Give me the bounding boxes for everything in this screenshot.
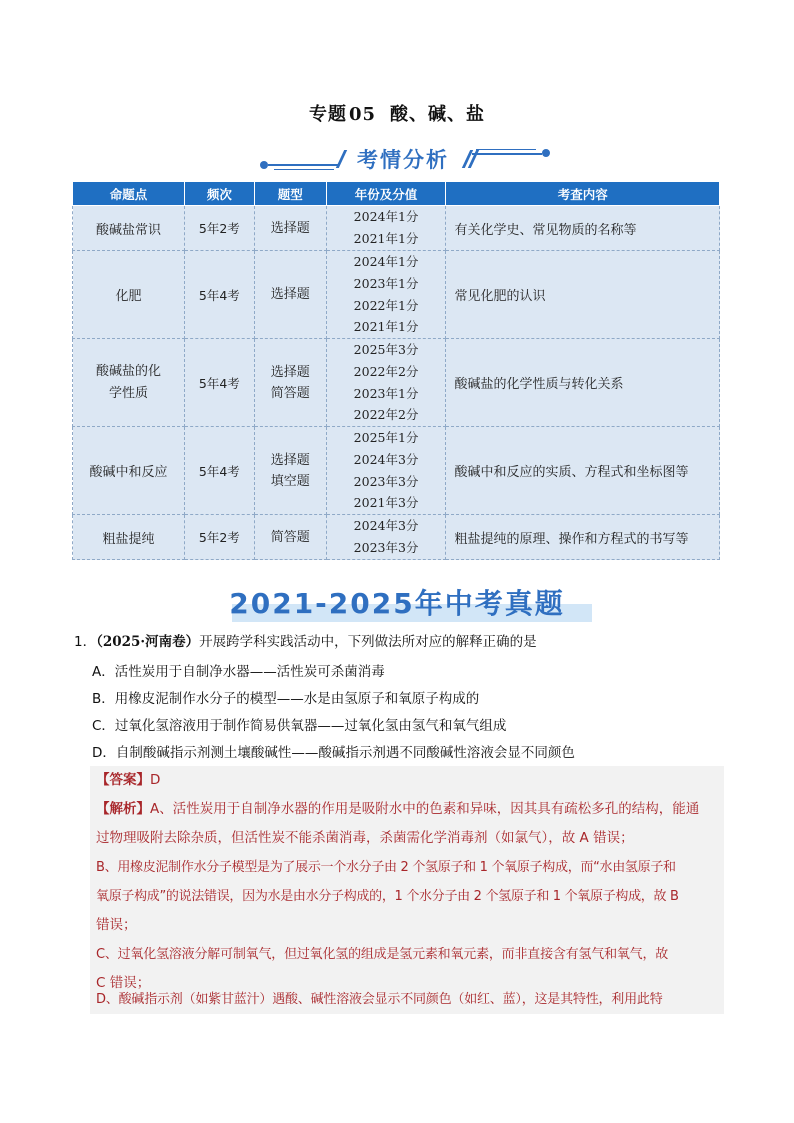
cell-years [326,339,446,427]
cell-years [326,427,446,515]
year-item: 2021年1分 [353,231,419,246]
banner-line-left [268,164,338,166]
banner-dot-left [260,161,268,169]
cell-point: 化肥 [73,251,185,339]
year-item: 2021年1分 [353,319,419,335]
cell-freq: 5年4考 [184,427,254,515]
option-d: D．自制酸碱指示剂测土壤酸碱性——酸碱指示剂遇不同酸碱性溶液会显不同颜色 [92,745,575,761]
table-row [73,251,720,339]
year-item: 2024年3分 [353,518,419,534]
table-row [73,339,720,427]
title-topic: 酸、碱、盐 [390,104,486,125]
type-item: 简答题 [270,529,310,545]
table-row [73,515,720,560]
type-item: 选择题 [270,220,310,236]
cell-type [254,427,326,515]
answer-line [96,766,722,795]
cell-years [326,515,446,560]
cell-content: 常见化肥的认识 [446,251,720,339]
exam-banner [0,582,794,628]
exam-banner-text: 2021-2025年中考真题 [229,587,565,620]
table-row [73,427,720,515]
header-freq: 频次 [184,182,254,206]
banner-dot-right [542,149,550,157]
cell-content: 粗盐提纯的原理、操作和方程式的书写等 [446,515,720,560]
cell-content: 有关化学史、常见物质的名称等 [446,206,720,251]
table-row [73,206,720,251]
question-source: （2025·河南卷） [96,634,200,650]
type-item: 选择题 [270,364,310,380]
analysis-banner [260,142,550,178]
cell-type [254,251,326,339]
cell-point: 酸碱盐常识 [73,206,185,251]
analysis-line: 氧原子构成”的说法错误，因为水是由水分子构成的，1 个水分子由 2 个氢原子和 1 个氧原子构成，故 B [96,889,679,904]
type-item: 选择题 [270,452,310,468]
header-content: 考查内容 [446,182,720,206]
cell-point: 粗盐提纯 [73,515,185,560]
cell-freq: 5年4考 [184,251,254,339]
year-item: 2021年3分 [353,495,419,511]
header-point: 命题点 [73,182,185,206]
cell-point [73,339,185,427]
year-item: 2025年1分 [353,430,419,446]
cell-type [254,206,326,251]
year-item: 2022年2分 [353,363,419,379]
year-item: 2022年2分 [353,407,419,423]
cell-point: 酸碱中和反应 [73,427,185,515]
banner-line-right-thin [476,149,536,150]
option-b: B．用橡皮泥制作水分子的模型——水是由氢原子和氧原子构成的 [92,691,480,707]
year-item: 2024年1分 [353,254,419,270]
analysis-text: A、活性炭用于自制净水器的作用是吸附水中的色素和异味，因其具有疏松多孔的结构，能通 [150,801,700,817]
question-stem [74,632,734,652]
banner-slash-left [336,150,347,168]
table-header-row [73,182,720,206]
question-number: 1． [74,634,97,650]
title-number: 05 [348,104,377,125]
option-c: C．过氧化氢溶液用于制作简易供氧器——过氧化氢由氢气和氧气组成 [92,718,507,734]
year-item: 2023年3分 [353,473,419,489]
page-title [0,100,794,126]
analysis-line: D、酸碱指示剂（如紫甘蓝汁）遇酸、碱性溶液会显示不同颜色（如红、蓝），这是其特性，利用此特 [96,992,663,1007]
title-prefix: 专题 [308,104,347,125]
analysis-tag: 【解析】 [96,801,150,817]
banner-line-right [472,153,542,155]
question-text: 开展跨学科实践活动中，下列做法所对应的解释正确的是 [199,634,537,650]
banner-text: 考情分析 [357,148,449,172]
analysis-line: 过物理吸附去除杂质，但活性炭不能杀菌消毒，杀菌需化学消毒剂（如氯气），故 A 错误； [96,830,634,846]
year-item: 2025年3分 [353,342,419,358]
year-item: 2023年1分 [353,275,419,291]
analysis-table [72,181,720,560]
analysis-line: 错误； [96,917,137,933]
analysis-line: C、过氧化氢溶液分解可制氧气，但过氧化氢的组成是氢元素和氧元素，而非直接含有氢气和氧气，故 [96,947,669,962]
option-a: A．活性炭用于自制净水器——活性炭可杀菌消毒 [92,664,385,680]
cell-years [326,251,446,339]
cell-freq: 5年4考 [184,339,254,427]
type-item: 填空题 [270,473,310,489]
cell-content: 酸碱盐的化学性质与转化关系 [446,339,720,427]
header-years: 年份及分值 [326,182,446,206]
type-item: 简答题 [270,385,310,401]
cell-freq: 5年2考 [184,206,254,251]
year-item: 2024年3分 [353,451,419,467]
analysis-line: C 错误； [96,975,151,991]
cell-freq: 5年2考 [184,515,254,560]
banner-line-left-thin [274,169,334,170]
point-text: 酸碱盐的化学性质 [95,363,161,401]
cell-content: 酸碱中和反应的实质、方程式和坐标图等 [446,427,720,515]
type-item: 选择题 [270,287,310,302]
answer-tag: 【答案】 [96,772,150,788]
answer-value: D [150,772,161,788]
header-type: 题型 [254,182,326,206]
analysis-line [96,795,722,824]
year-item: 2024年1分 [353,209,419,225]
cell-years [326,206,446,251]
cell-type [254,339,326,427]
year-item: 2023年1分 [353,385,419,401]
cell-type [254,515,326,560]
analysis-line: B、用橡皮泥制作水分子模型是为了展示一个水分子由 2 个氢原子和 1 个氧原子构成，而“水由氢原子和 [96,860,676,875]
year-item: 2023年3分 [353,540,419,555]
year-item: 2022年1分 [353,297,419,313]
